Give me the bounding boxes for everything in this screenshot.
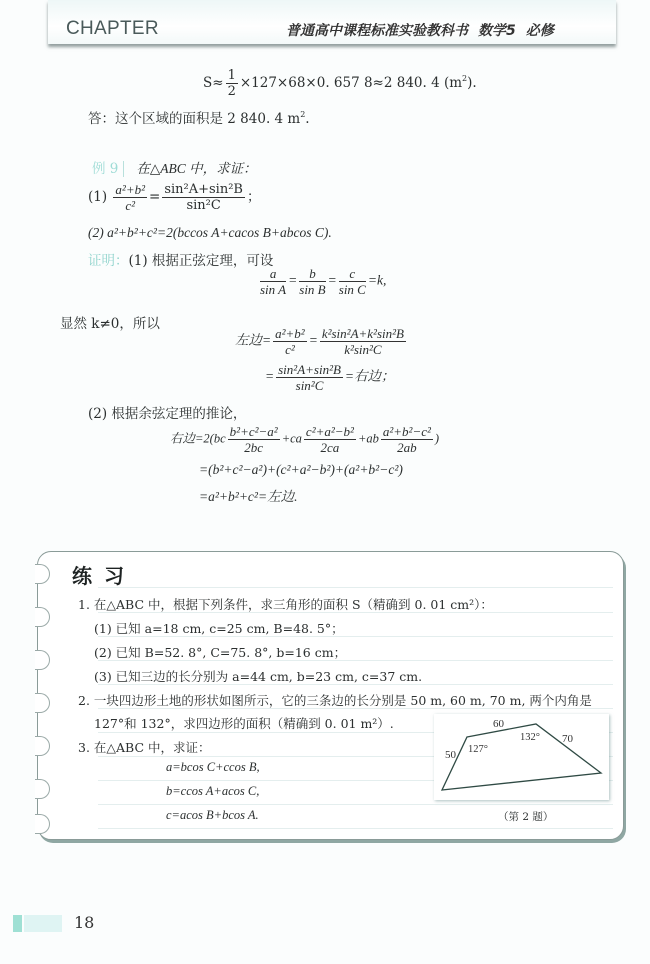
binder-ring-icon <box>35 779 50 799</box>
quadrilateral-diagram-icon <box>434 714 609 800</box>
exercise-2: 2. 一块四边形土地的形状如图所示，它的三条边的长分别是 50 m, 60 m, 70 m, 两个内角是 <box>78 693 592 708</box>
quadrilateral-figure <box>434 714 609 800</box>
exercise-1-sub-1: (1) 已知 a=18 cm, c=25 cm, B=48. 5°； <box>94 621 344 636</box>
binder-ring-icon <box>35 607 50 627</box>
proof-intro: 证明：(1) 根据正弦定理，可设 <box>88 253 274 269</box>
binder-ring-icon <box>35 650 50 670</box>
svg-text:70: 70 <box>562 733 573 745</box>
left-side-derivation-2: = $\frac{\text{sin²A+sin²B}}{\text{sin²C}}$ =右边； <box>265 362 395 393</box>
exercise-2-cont: 127°和 132°，求四边形的面积（精确到 0. 01 m²）. <box>94 716 394 731</box>
example-statement: 在△ABC 中，求证： <box>136 161 257 176</box>
exercise-3: 3. 在△ABC 中，求证： <box>78 740 211 755</box>
exercise-1-sub-2: (2) 已知 B=52. 8°, C=75. 8°, b=16 cm； <box>94 645 347 660</box>
page-tab-marker-light <box>24 915 62 932</box>
part-2-intro: (2) 根据余弦定理的推论， <box>88 406 247 422</box>
proof-label: 证明： <box>88 253 129 269</box>
right-side-derivation: 右边=2(bc $\frac{\text{b²+c²−a²}}{2bc}$ +ca $\frac{\text{c²+a²−b²}}{2ca}$ +ab $\frac{\text{a²+b²−c²}}{2ab}$ ) <box>170 424 440 455</box>
example-9-heading <box>92 157 257 177</box>
binder-ring-icon <box>35 564 50 584</box>
area-formula: S≈ $\frac{1}{2}$ ×127×68×0. 657 8≈2 840. 4 $(m^2)$. <box>203 68 477 99</box>
svg-text:50: 50 <box>445 749 456 761</box>
fraction-half: $\frac{1}{2}$ <box>227 68 236 99</box>
right-side-line-2: =(b²+c²−a²)+(c²+a²−b²)+(a²+b²−c²) <box>199 462 403 477</box>
subject-label: 数学5 <box>478 23 516 39</box>
chapter-label: CHAPTER <box>66 18 159 39</box>
k-nonzero-line: 显然 k≠0，所以 <box>60 316 160 332</box>
svg-text:127°: 127° <box>468 744 488 755</box>
example-part-2: (2) a²+b²+c²=2(bccos A+cacos B+abcos C). <box>88 225 332 240</box>
binder-ring-icon <box>35 736 50 756</box>
binder-ring-icon <box>35 814 50 834</box>
exercise-3-eq-2: b=ccos A+acos C, <box>166 784 260 798</box>
exercise-1: 1. 在△ABC 中，根据下列条件，求三角形的面积 S（精确到 0. 01 cm²）： <box>78 597 493 612</box>
sine-law-equation: $\frac{a}{\text{sin A}}$ = $\frac{b}{\text{sin B}}$ = $\frac{c}{\text{sin C}}$ =k, <box>260 266 387 297</box>
svg-text:60: 60 <box>493 718 504 730</box>
figure-caption: （第 2 题） <box>498 811 554 823</box>
series-title: 普通高中课程标准实验教科书 <box>286 23 468 39</box>
example-label: 例 9 <box>92 161 124 177</box>
svg-text:132°: 132° <box>520 732 540 743</box>
page-number: 18 <box>74 913 95 932</box>
exercise-title: 练习 <box>72 564 136 588</box>
exercise-3-eq-3: c=acos B+bcos A. <box>166 808 259 822</box>
binder-ring-icon <box>35 693 50 713</box>
page-tab-marker <box>13 915 22 932</box>
answer-line: 答：这个区域的面积是 2 840. 4 $m^2$. <box>88 110 310 127</box>
level-label: 必修 <box>525 23 554 39</box>
exercise-1-sub-3: (3) 已知三边的长分别为 a=44 cm, b=23 cm, c=37 cm. <box>94 669 423 684</box>
left-side-derivation: 左边= $\frac{\text{a²+b²}}{\text{c²}}$ = $\frac{\text{k²sin²A+k²sin²B}}{\text{k²sin²C}}$ <box>235 326 404 357</box>
book-title <box>286 20 554 40</box>
example-part-1: (1) $\frac{\text{a²+b²}}{\text{c²}}$ = $\frac{\text{sin²A+sin²B}}{\text{sin²C}}$ ； <box>88 182 261 213</box>
right-side-line-3: =a²+b²+c²=左边. <box>199 489 298 504</box>
exercise-3-eq-1: a=bcos C+ccos B, <box>166 760 260 774</box>
